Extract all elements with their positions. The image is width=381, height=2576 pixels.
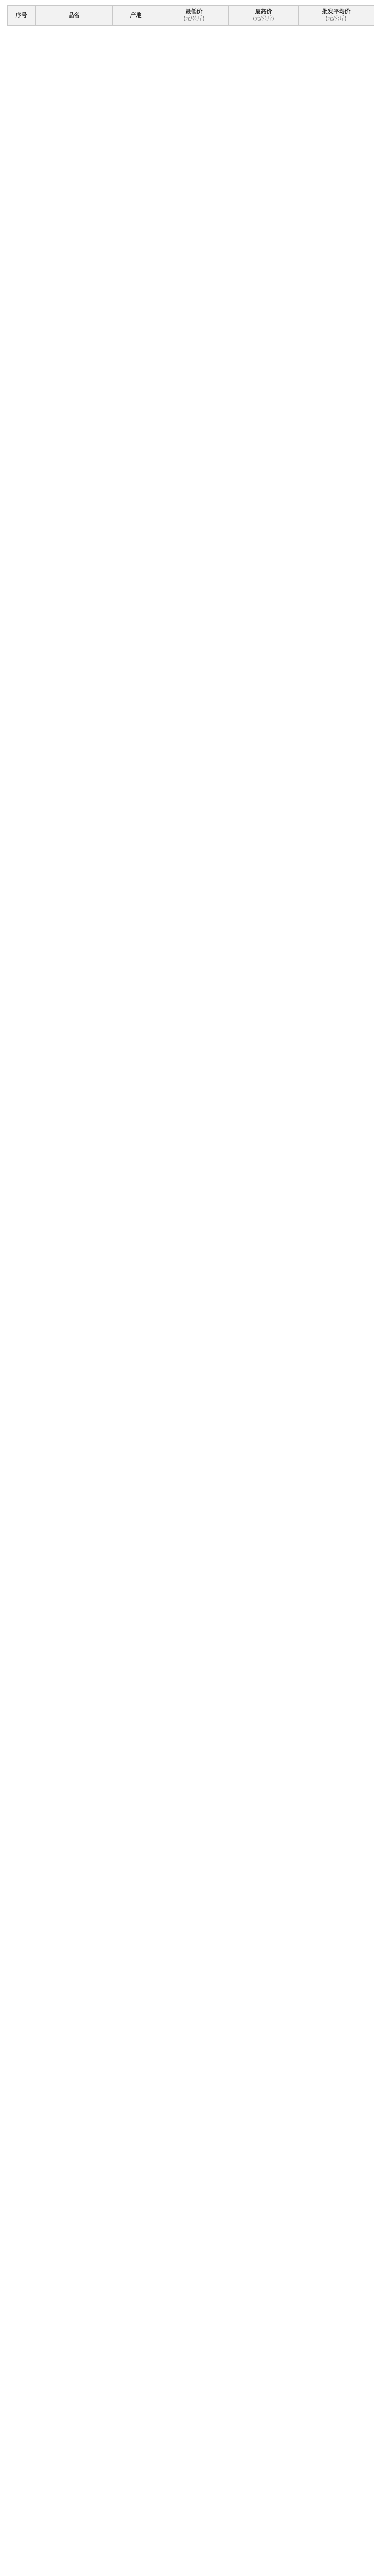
header-high	[229, 6, 299, 26]
header-low	[159, 6, 229, 26]
header-avg-label: 批发平均价	[322, 8, 351, 15]
header-origin: 产地	[113, 6, 159, 26]
header-avg	[299, 6, 374, 26]
header-high-unit: (元/公斤)	[253, 16, 274, 22]
header-row	[8, 6, 374, 26]
header-low-unit: (元/公斤)	[183, 16, 205, 22]
table-header	[8, 6, 374, 26]
header-avg-unit: (元/公斤)	[325, 16, 347, 22]
price-table	[7, 5, 374, 26]
header-no: 序号	[8, 6, 36, 26]
header-high-label: 最高价	[255, 8, 272, 15]
header-name: 品名	[36, 6, 113, 26]
header-low-label: 最低价	[185, 8, 203, 15]
